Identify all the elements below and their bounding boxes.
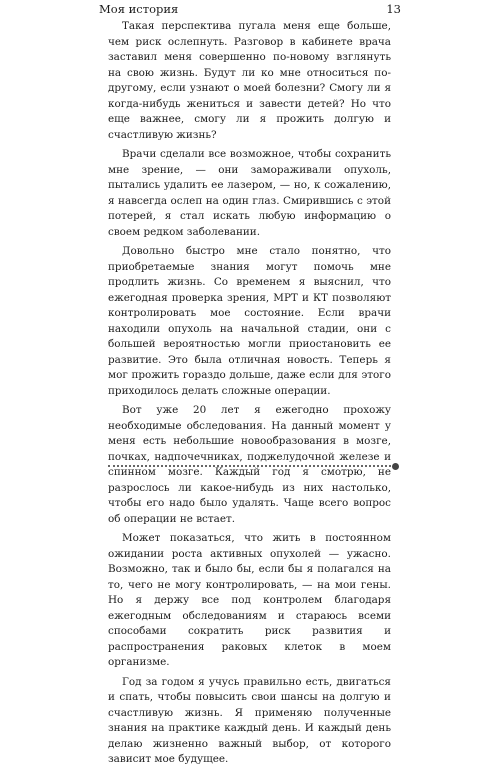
body-text [108, 19, 391, 772]
paragraph: Год за годом я учусь правильно есть, двигаться и спать, чтобы повысить свои шансы на долгую и счастливую жизнь. Я применяю полученные знания на практике каждый день. И каждый день делаю жизненно важный выбор, от которого зависит мое будущее. [108, 675, 391, 765]
paragraph: Может показаться, что жить в постоянном ожидании роста активных опухолей — ужасно. Возможно, так и было бы, если бы я полагался на то, чего не могу контролировать, — на мои гены. Но я держу все под контролем благодаря ежегодным обследованиям и стараюсь всеми способами сократить риск развития и распространения раковых клеток в моем организме. [108, 532, 391, 668]
dotted-rule-divider [108, 465, 395, 473]
paragraph: Такая перспектива пугала меня еще больше, чем риск ослепнуть. Разговор в кабинете врача заставил меня совершенно по-новому взглянуть на свою жизнь. Будут ли ко мне относиться по-другому, если узнают о моей болезни? Смогу ли я когда-нибудь жениться и завести детей? Но что еще важнее, смогу ли я прожить долгую и счастливую жизнь? [108, 20, 391, 141]
running-head [99, 2, 401, 16]
paragraph: Довольно быстро мне стало понятно, что приобретаемые знания могут помочь мне продлить жизнь. Со временем я выяснил, что ежегодная проверка зрения, МРТ и КТ позволяют контролировать мое состояние. Если врачи находили опухоль на начальной стадии, они с большей вероятностью могли приостановить ее развитие. Это была отличная новость. Теперь я мог прожить гораздо дольше, даже если для этого приходилось делать сложные операции. [108, 245, 391, 397]
paragraph: Вот уже 20 лет я ежегодно прохожу необходимые обследования. На данный момент у меня есть небольшие новообразования в мозге, почках, надпочечниках, поджелудочной железе и спинном мозге. Каждый год я смотрю, не разрослось ли какое-нибудь из них настолько, чтобы его надо было удалять. Чаще всего вопрос об операции не встает. [108, 404, 391, 525]
page-number: 13 [386, 2, 401, 16]
running-head-title: Моя история [99, 2, 179, 16]
dot-ornament-icon [392, 463, 399, 470]
paragraph: Врачи сделали все возможное, чтобы сохранить мне зрение, — они замораживали опухоль, пытались удалить ее лазером, — но, к сожалению, я навсегда ослеп на один глаз. Смирившись с этой потерей, я стал искать любую информацию о своем редком заболевании. [108, 148, 391, 238]
